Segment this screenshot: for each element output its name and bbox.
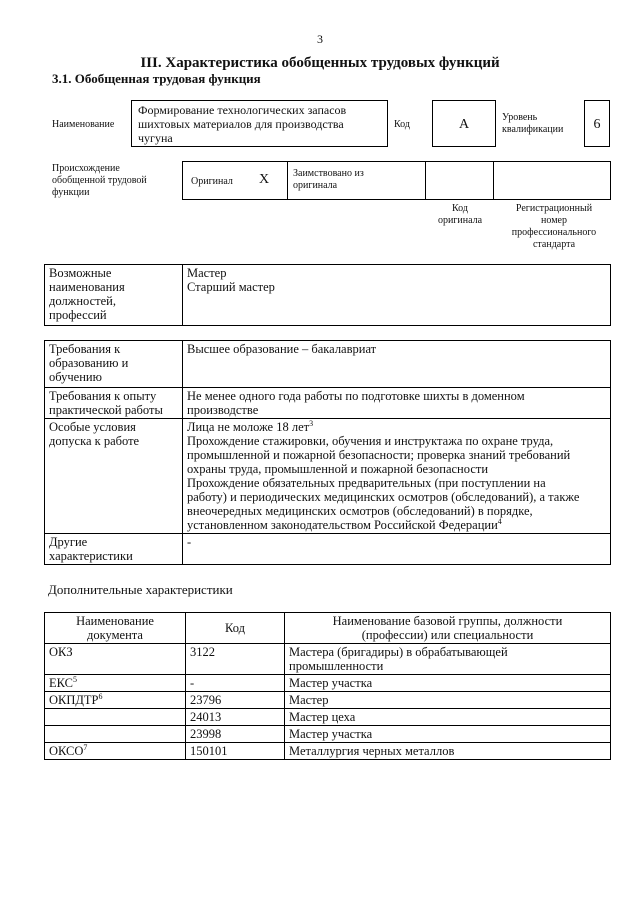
name-cell: Мастер участка — [285, 726, 611, 743]
footnote-ref: 4 — [497, 516, 502, 526]
borrowed-label: Заимствовано из оригинала — [293, 168, 364, 191]
name-cell: Мастер цеха — [285, 709, 611, 726]
other-label: Другие характеристики — [45, 534, 183, 565]
table-row — [45, 675, 611, 692]
doc-cell: ОКПДТР$^6$ — [45, 692, 186, 709]
page-number: 3 — [317, 32, 323, 46]
education-label: Требования к образованию и обучению — [45, 341, 183, 388]
level-label: Уровень квалификации — [502, 112, 564, 135]
code-value: A — [432, 100, 496, 147]
footnote-ref: 6 — [98, 691, 103, 701]
table-header-row — [45, 613, 611, 644]
footnote-ref: 5 — [73, 674, 77, 684]
divider — [425, 162, 426, 199]
divider — [493, 162, 494, 199]
function-name-line: Формирование технологических запасов — [138, 103, 347, 117]
requirements-table — [44, 340, 611, 565]
other-value: - — [183, 534, 611, 565]
section-title: III. Характеристика обобщенных трудовых функций — [140, 55, 500, 71]
table-row — [45, 419, 611, 534]
table-row — [45, 265, 611, 326]
doc-cell: ЕКС$^5$ — [45, 675, 186, 692]
doc-cell: ОКЗ — [45, 644, 186, 675]
divider — [287, 162, 288, 199]
table-row — [45, 709, 611, 726]
table-row — [45, 341, 611, 388]
table-row — [45, 726, 611, 743]
table-row — [45, 644, 611, 675]
table-row — [45, 388, 611, 419]
positions-table — [44, 264, 611, 326]
origin-table — [182, 161, 611, 200]
level-value: 6 — [584, 100, 610, 147]
special-value: Лица не моложе 18 лет$^3$ Прохождение стажировки, обучения и инструктажа по охране труда, промышленной и пожарной безопасности; проверка знаний требований охраны труда, промышленной и пожарной безопасности Прохождение обязательных предварительных (при поступлении на работу) и периодических медицинских осмотров (обследований), а также внеочередных медицинских осмотров (обследований) в порядке, установленном законодательством Российской Федерации$^4$ — [183, 419, 611, 534]
code-cell: 24013 — [186, 709, 285, 726]
table-row — [45, 743, 611, 760]
name-cell: Мастер участка — [285, 675, 611, 692]
name-label: Наименование — [52, 119, 115, 130]
name-cell: Металлургия черных металлов — [285, 743, 611, 760]
original-mark: X — [259, 172, 270, 187]
code-cell: 150101 — [186, 743, 285, 760]
section-subtitle: 3.1. Обобщенная трудовая функция — [52, 71, 261, 86]
function-name-line: шихтовых материалов для производства — [138, 117, 344, 131]
positions-label: Возможные наименования должностей, профессий — [45, 265, 183, 326]
doc-cell — [45, 726, 186, 743]
code-label: Код — [394, 119, 410, 130]
reg-number-caption: Регистрационный номер профессионального стандарта — [511, 203, 597, 250]
origin-label: Происхождение обобщенной трудовой функции — [52, 163, 147, 198]
doc-cell — [45, 709, 186, 726]
experience-value: Не менее одного года работы по подготовке шихты в доменном производстве — [183, 388, 611, 419]
original-label: Оригинал — [191, 176, 233, 187]
experience-label: Требования к опыту практической работы — [45, 388, 183, 419]
code-cell: 23998 — [186, 726, 285, 743]
additional-table — [44, 612, 611, 760]
code-cell: - — [186, 675, 285, 692]
special-label: Особые условия допуска к работе — [45, 419, 183, 534]
code-original-caption: Код оригинала — [437, 203, 483, 226]
code-cell: 23796 — [186, 692, 285, 709]
col-document-header: Наименование документа — [45, 613, 186, 644]
col-code-header: Код — [186, 613, 285, 644]
footnote-ref: 7 — [83, 742, 88, 752]
positions-value: Мастер Старший мастер — [183, 265, 611, 326]
code-cell: 3122 — [186, 644, 285, 675]
name-cell: Мастер — [285, 692, 611, 709]
function-name-box — [131, 100, 388, 147]
name-cell: Мастера (бригадиры) в обрабатывающей промышленности — [285, 644, 611, 675]
col-name-header: Наименование базовой группы, должности (профессии) или специальности — [285, 613, 611, 644]
doc-cell: ОКСО$^7$ — [45, 743, 186, 760]
table-row — [45, 534, 611, 565]
function-name-line: чугуна — [138, 131, 173, 145]
footnote-ref: 3 — [309, 418, 314, 428]
education-value: Высшее образование – бакалавриат — [183, 341, 611, 388]
table-row — [45, 692, 611, 709]
additional-heading: Дополнительные характеристики — [48, 582, 233, 597]
